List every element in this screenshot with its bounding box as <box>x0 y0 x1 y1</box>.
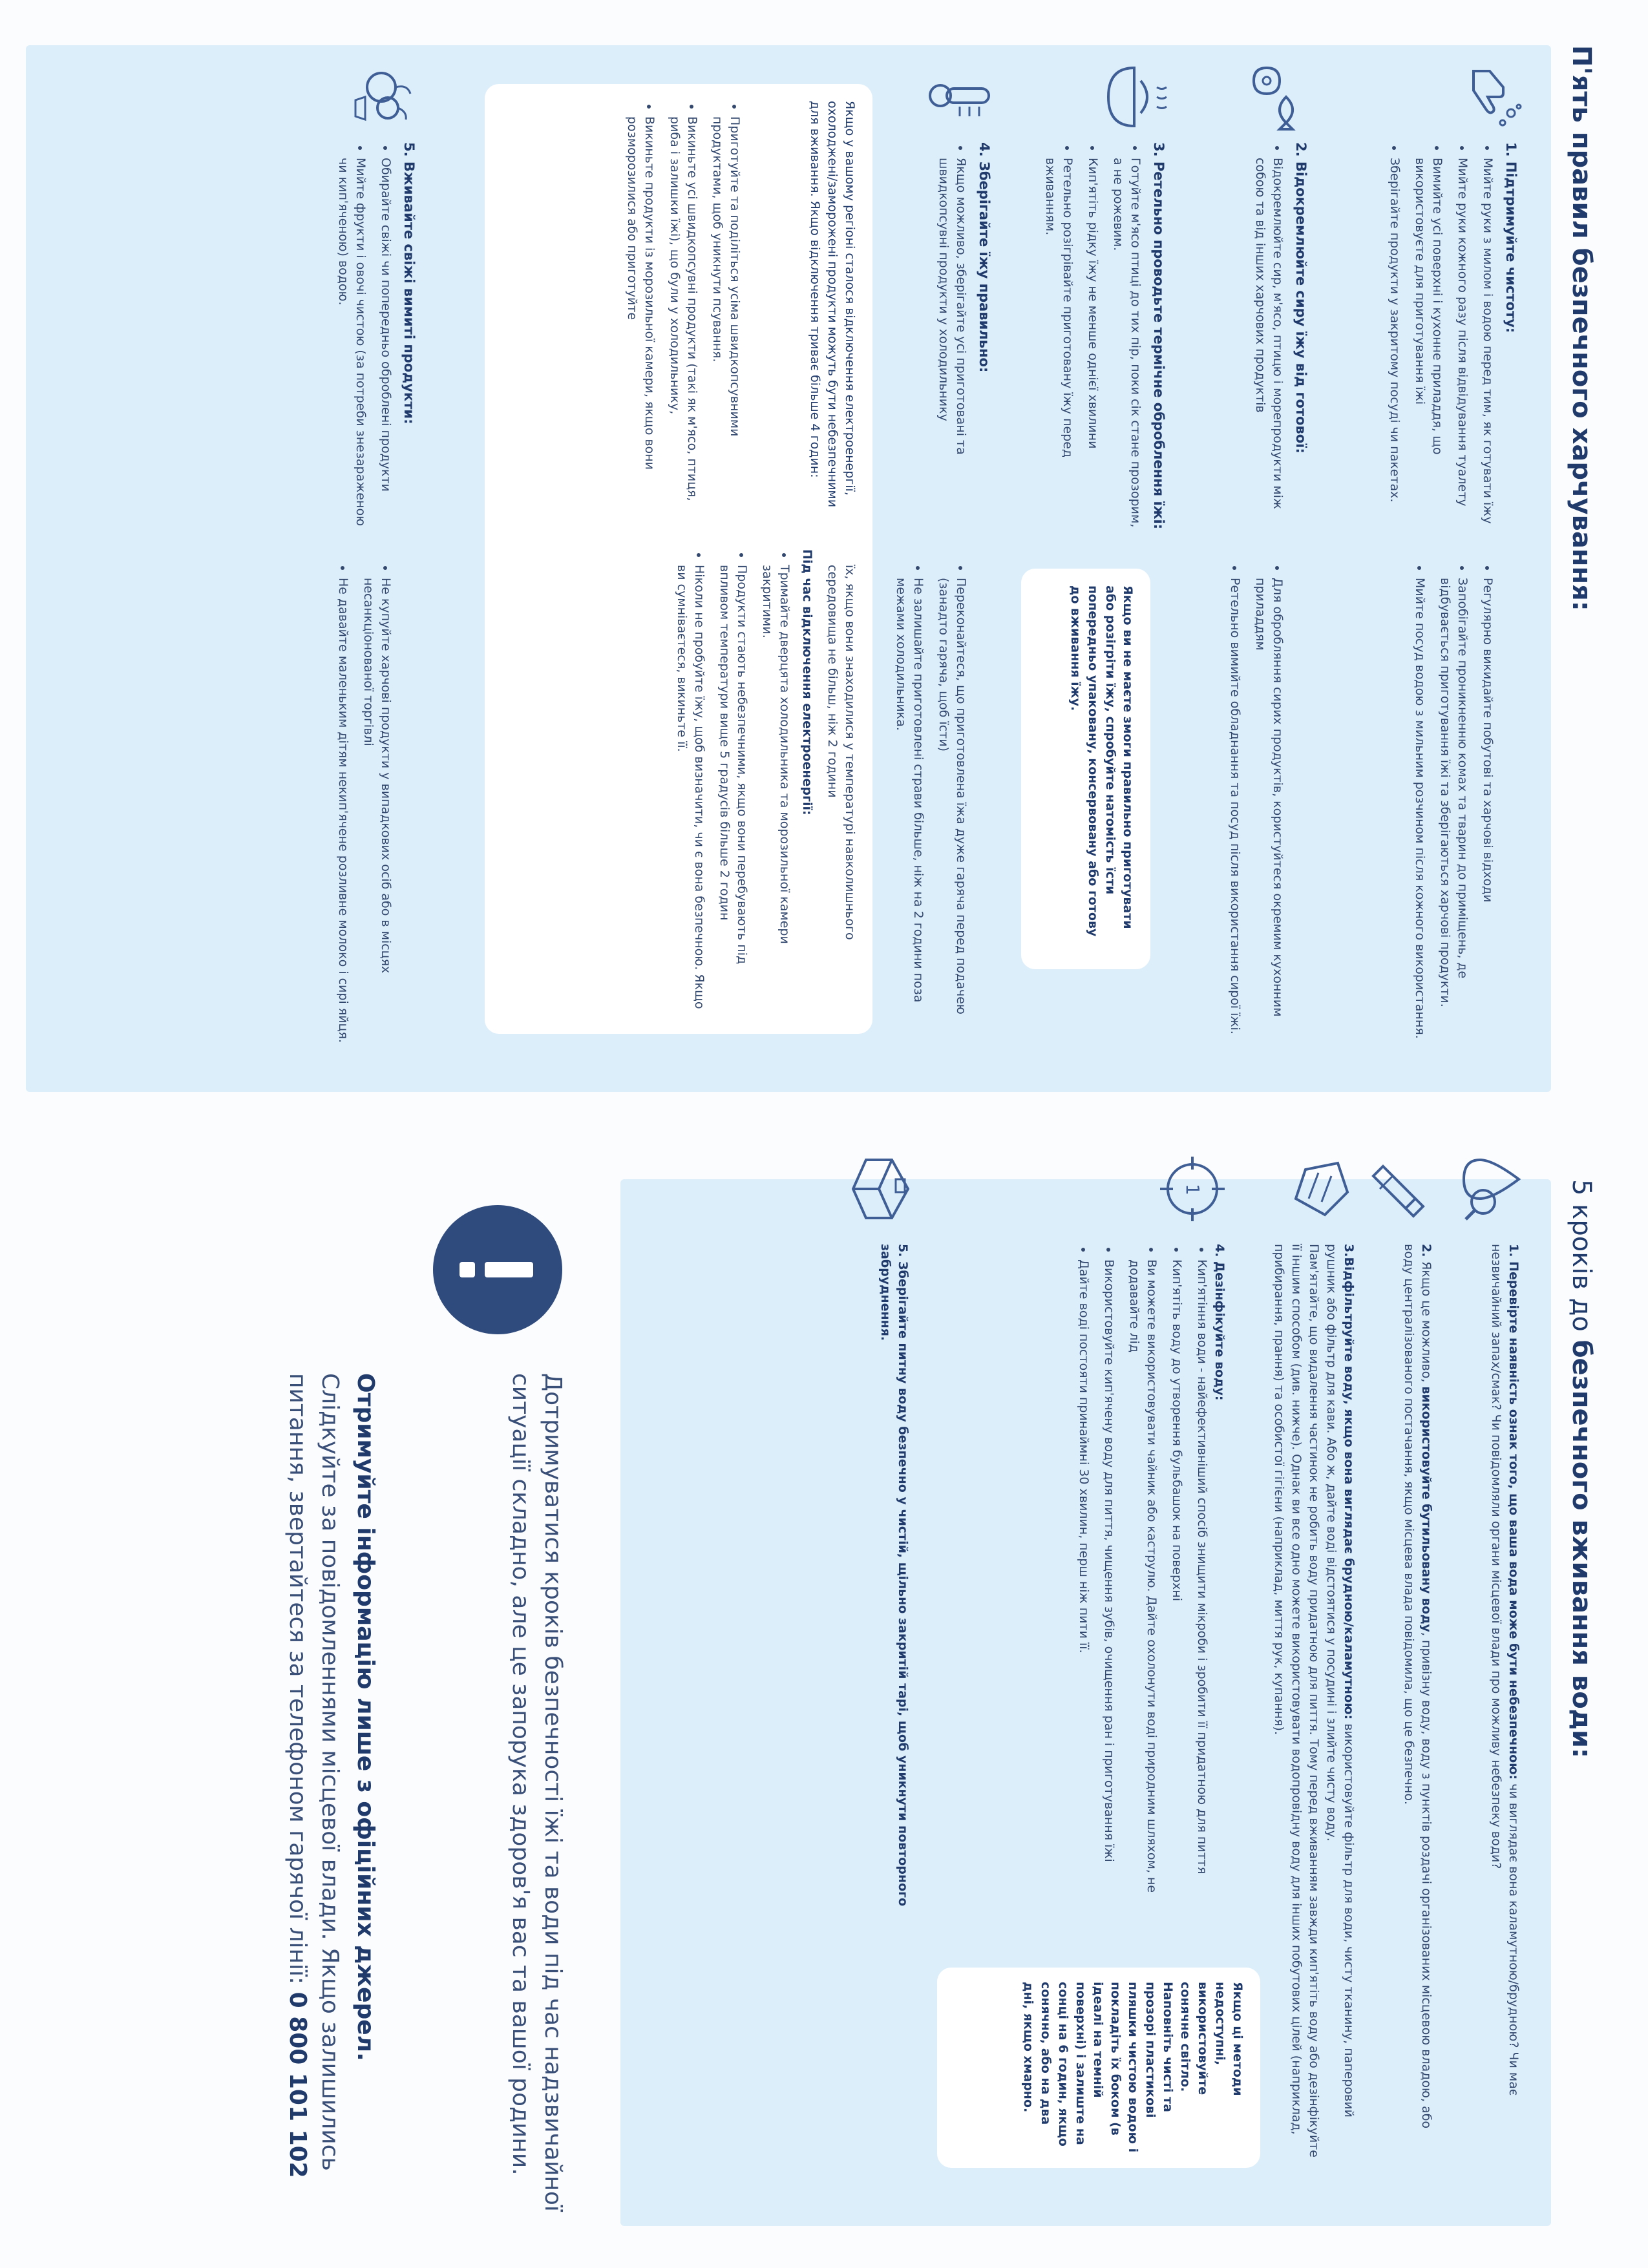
rule1-title: 1. Підтримуйте чистоту: <box>1503 142 1519 333</box>
rule2-col2 <box>1218 562 1286 1053</box>
vegetables-icon <box>349 61 420 132</box>
water-title-bold: безпечного вживання води: <box>1567 1339 1596 1758</box>
list-item: • Дайте воді постояти принаймні 30 хвилин, перш ніж пити її. <box>1075 1259 1092 1942</box>
water-safety-page <box>0 1134 1648 2268</box>
list-item: • Ретельно розігрівайте приготовану їжу перед вживанням. <box>1041 158 1076 530</box>
list-item: • Не давайте маленьким дітям некип'ячене розливне молоко і сирі яйця. <box>334 578 352 1053</box>
water-step3-text2: Пам'ятайте, що видалення частинок не робить воду придатною для пиття. Тому перед вживанням завжди кип'ятіть воду або дезінфікуйте її іншим способом (див. нижче). Однак ви все одно можете використовувати водопровідну воду для інших побутових цілей (наприклад, прибирання, прання) та особистої гігієни (наприклад, миття рук, купання). <box>1272 1244 1321 2158</box>
list-item: • Ви можете використовувати чайник або каструлю. Дайте охолонути воді природним шляхом, не додавайте лід <box>1125 1259 1160 1942</box>
rule4-title: 4. Зберігайте їжу правильно: <box>977 142 992 373</box>
hand-washing-icon <box>1454 61 1525 132</box>
list-item: • Переконайтеся, що приготовлена їжа дуже гаряча перед подачею (занадто гаряча, щоб їсти) <box>935 578 969 1053</box>
rule2-col1 <box>1243 142 1286 530</box>
water-step2-num: 2. <box>1419 1244 1433 1262</box>
water-step3-text: використовуйте фільтр для води, чисту тканину, паперовий рушник або фільтр для кави. Або ж, дайте воді відстоятися у посудині і злийте чисту воду. <box>1324 1244 1356 2118</box>
rule3-callout: Якщо ви не маєте змоги правильно приготувати або розігріти їжу, спробуйте натомість їсти попередньо упаковану, консервовану або готову до вживання їжу. <box>1021 569 1150 969</box>
water-step5: 5. Зберігайте питну воду безпечно у чистій, щільно закритій тарі, щоб уникнути повторного забруднення. <box>878 1244 910 1907</box>
cooking-pot-icon <box>1099 61 1170 132</box>
list-item: • Використовуйте кип'ячену воду для пиття, чищення зубів, очищення ран і приготування їжі <box>1100 1259 1117 1942</box>
cloth-filter-icon <box>1286 1153 1357 1224</box>
water-step2 <box>1400 1244 1435 2161</box>
outage-col1 <box>615 101 743 514</box>
sunlight-callout: Якщо ці методи недоступні, використовуйте сонячне світло. Наповніть чисті та прозорі пластикові пляшки чистою водою і покладіть їх боком (в ідеалі на темній поверхні) і залиште на сонці на 6 годин, якщо сонячно, або на два дні, якщо хмарно. <box>937 1968 1260 2168</box>
list-item: • Викиньте продукти із морозильної камери, якщо вони розморозилися або приготуйте <box>623 116 658 514</box>
rule4-col1 <box>927 142 969 530</box>
list-item: • Мийте руки з милом і водою перед тим, як готувати їжу <box>1479 158 1496 530</box>
timer-one-minute-icon <box>1157 1153 1228 1224</box>
list-item: • Мийте руки кожного разу після відвідування туалету <box>1453 158 1471 530</box>
list-item: • Готуйте м'ясо птиці до тих пір, поки сік стане прозорим, а не рожевим. <box>1109 158 1144 530</box>
water-title-plain: 5 кроків до <box>1567 1179 1596 1340</box>
outage-col2-continued: їх, якщо вони знаходилися у температурі навколишнього середовища не більш, ніж 2 години <box>825 565 857 940</box>
rule5-col2 <box>326 562 394 1053</box>
list-item: • Вимийте усі поверхні і кухонне приладдя, що використовуєте для приготування їжі <box>1411 158 1446 530</box>
outage-subhead: Під час відключення електроенергії: <box>800 549 814 815</box>
list-item: • Викиньте усі швидкопсувні продукти (такі як м'ясо, птиця, риба і залишки їжі), що були у холодильнику, <box>666 116 701 514</box>
water-container-icon <box>847 1153 918 1224</box>
water-step2-text: , привізну воду, воду з пунктів роздачі організованих місцевою владою, або воду централізованого постачання, якщо місцева влада повідомила, що це безпечно. <box>1402 1244 1433 2129</box>
list-item: • Обирайте свіжі чи попередньо оброблені продукти <box>377 158 394 530</box>
water-step1-head: 1. Перевірте наявність ознак того, що ваша вода може бути небезпечною: <box>1506 1244 1521 1780</box>
rule3-title: 3. Ретельно проводьте термічне оброблення їжі: <box>1151 142 1167 530</box>
closing-text: Дотримуватися кроків безпечності їжі та води під час надзвичайної ситуації складно, але це запорука здоров'я вас та вашої родини. <box>507 1373 566 2212</box>
list-item: • Регулярно викидайте побутові та харчові відходи <box>1479 578 1496 1053</box>
list-item: • Кип'ятіть рідку їжу не менше однієї хвилини <box>1084 158 1101 530</box>
list-item: • Не купуйте харчові продукти у випадкових осіб або в місцях несанкціонованої торгівлі <box>359 578 394 1053</box>
list-item: • Зберігайте продукти у закритому посуді чи пакетах. <box>1386 158 1403 530</box>
closing-body-text: Слідкуйте за повідомленнями місцевої влади. Якщо залишились питання, звертайтеся за телефоном гарячої лінії: <box>284 1373 343 2171</box>
water-step3-head: 3.Відфільтруйте воду, якщо вона виглядає брудною/каламутною: <box>1342 1244 1356 1720</box>
rule2-title: 2. Відокремлюйте сиру їжу від готової: <box>1293 142 1309 454</box>
food-page-title: П'ять правил безпечного харчування: <box>1567 45 1596 611</box>
exclamation-icon <box>433 1205 562 1334</box>
water-drop-magnifier-icon <box>1454 1153 1525 1224</box>
list-item: • Запобігайте проникненню комах та тварин до приміщень, де відбувається приготування їжі та зберігаються харчові продукти. <box>1436 578 1471 1053</box>
list-item: • Продукти стають небезпечними, якщо вони перебувають під впливом температури вище 5 градусів більше 2 годин <box>715 565 750 1014</box>
list-item: • Для обробляння сирих продуктів, користуйтеся окремим кухонним приладдям <box>1251 578 1286 1053</box>
water-step2-pre: Якщо це можливо, <box>1419 1261 1433 1387</box>
list-item: • Приготуйте та поділіться усіма швидкопсувними продуктами, щоб уникнути псування. <box>708 116 743 514</box>
water-step4-head: 4. Дезінфікуйте воду: <box>1212 1244 1227 1401</box>
water-step1-text: чи виглядає вона каламутною/брудною? Чи має незвичайний запах/смак? Чи повідомляли органи місцевої влади про можливу небезпеку води? <box>1489 1244 1521 2096</box>
list-item: • Ніколи не пробуйте їжу, щоб визначити, чи є вона безпечною. Якщо ви сумніваєтеся, викиньте її. <box>673 565 708 1014</box>
water-step1 <box>1487 1244 1522 2161</box>
list-item: • Кип'ятіть воду до утворення бульбашок на поверхні <box>1168 1259 1185 1942</box>
rule1-col1 <box>1378 142 1496 530</box>
rule1-col2 <box>1403 562 1496 1053</box>
list-item: • Мийте фрукти і овочі чистою (за потреби знезараженою чи кип'яченою) водою. <box>334 158 369 530</box>
power-outage-intro: Якщо у вашому регіоні сталося відключення електроенергії, охолоджені/заморожені продукти можуть бути небезпечними для вживання. Якщо відключення триває більше 4 годин: <box>808 101 857 508</box>
closing-heading: Отримуйте інформацію лише з офіційних джерел. <box>352 1373 379 2061</box>
list-item: • Якщо можливо, зберігайте усі приготовані та швидкопсувні продукти у холодильнику <box>935 158 969 530</box>
svg-text:1: 1 <box>1182 1184 1203 1195</box>
outage-col2 <box>665 549 858 1014</box>
rule4-col2 <box>884 562 969 1053</box>
hotline-number: 0 800 101 102 <box>284 1991 311 2178</box>
list-item: • Тримайте дверцята холодильника та морозильної камери закритими. <box>758 565 793 1014</box>
water-step2-bold: використовуйте бутильовану воду <box>1419 1386 1433 1632</box>
closing-body <box>281 1373 346 2213</box>
rule5-title: 5. Вживайте свіжі вимиті продукти: <box>401 142 417 425</box>
rule3-col1 <box>1033 142 1144 530</box>
list-item: • Не залишайте приготовлені страви більше, ніж на 2 години поза межами холодильника. <box>892 578 927 1053</box>
meat-fish-icon <box>1241 61 1312 132</box>
rule5-col1 <box>326 142 394 530</box>
info-icon <box>433 1205 562 1334</box>
list-item: • Відокремлюйте сир, м'ясо, птицю і морепродукти між собою та від інших харчових продуктів <box>1251 158 1286 530</box>
water-page-title <box>1567 1179 1596 1758</box>
power-outage-box <box>485 84 872 1034</box>
list-item: • Кип'ятіння води - найефективніший спосіб знищити мікроби і зробити її придатною для пиття <box>1193 1259 1210 1942</box>
thermometer-icon <box>924 61 995 132</box>
water-step4 <box>1067 1244 1228 1942</box>
water-step3 <box>1270 1244 1357 2161</box>
water-bottle-icon <box>1364 1153 1435 1224</box>
list-item: • Ретельно вимийте обладнання та посуд після використання сирої їжі. <box>1226 578 1243 1053</box>
list-item: • Мийте посуд водою з мильним розчином після кожного використання. <box>1411 578 1428 1053</box>
